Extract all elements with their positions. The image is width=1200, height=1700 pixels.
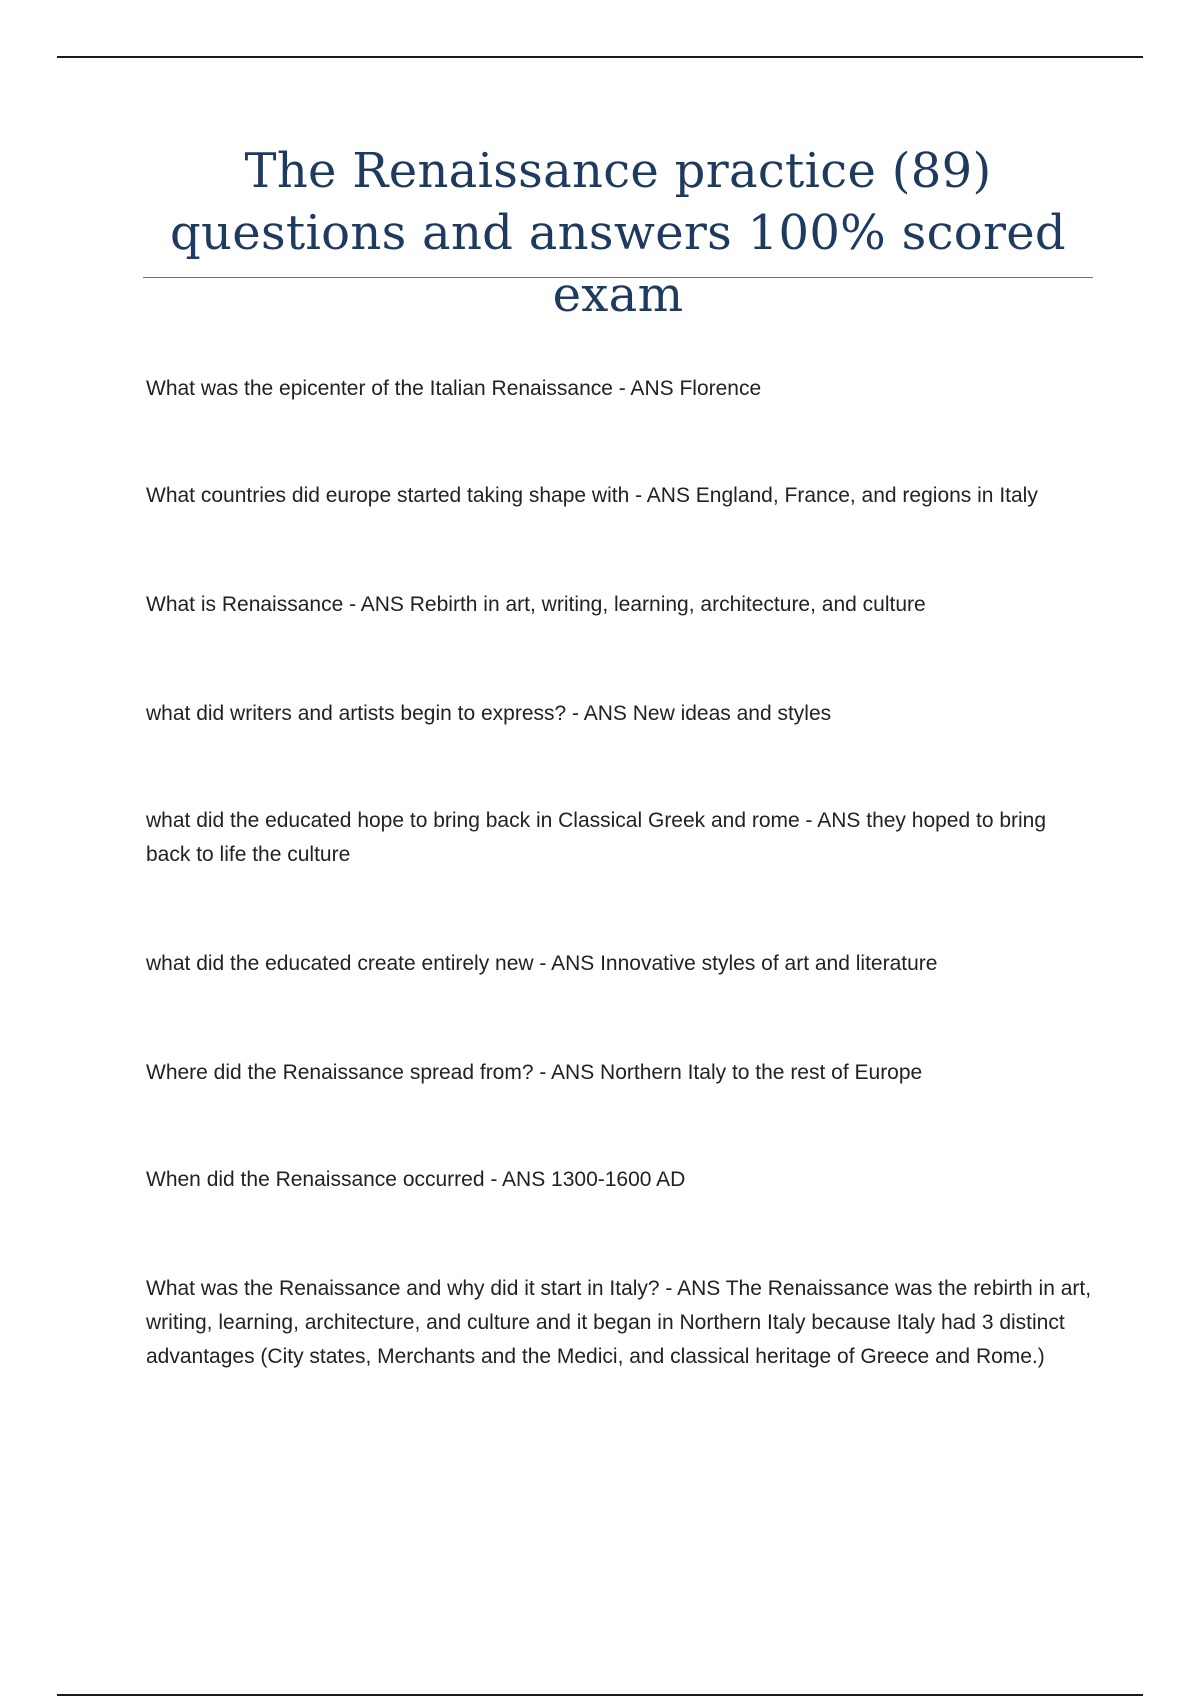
qa-item: what did the educated hope to bring back in Classical Greek and rome - ANS they hoped to bring back to life the culture [146, 809, 1047, 866]
page-bottom-rule [57, 1694, 1143, 1696]
page-top-rule [57, 56, 1143, 58]
qa-item: When did the Renaissance occurred - ANS 1300-1600 AD [146, 1168, 686, 1191]
title-block [143, 140, 1093, 326]
qa-item: What was the epicenter of the Italian Renaissance - ANS Florence [146, 377, 762, 400]
qa-item: what did the educated create entirely new - ANS Innovative styles of art and literature [146, 952, 938, 975]
qa-item: what did writers and artists begin to express? - ANS New ideas and styles [146, 702, 832, 725]
qa-item: What was the Renaissance and why did it start in Italy? - ANS The Renaissance was the rebirth in art, writing, learning, architecture, and culture and it began in Northern Italy because Italy had 3 distinct advantages (City states, Merchants and the Medici, and classical heritage of Greece and Rome.) [146, 1277, 1092, 1368]
qa-item: Where did the Renaissance spread from? - ANS Northern Italy to the rest of Europe [146, 1061, 923, 1084]
qa-item: What is Renaissance - ANS Rebirth in art, writing, learning, architecture, and culture [146, 593, 926, 616]
document-title: The Renaissance practice (89) questions and answers 100% scored exam [170, 143, 1066, 323]
qa-item: What countries did europe started taking shape with - ANS England, France, and regions in Italy [146, 484, 1038, 507]
title-underline [143, 277, 1093, 278]
